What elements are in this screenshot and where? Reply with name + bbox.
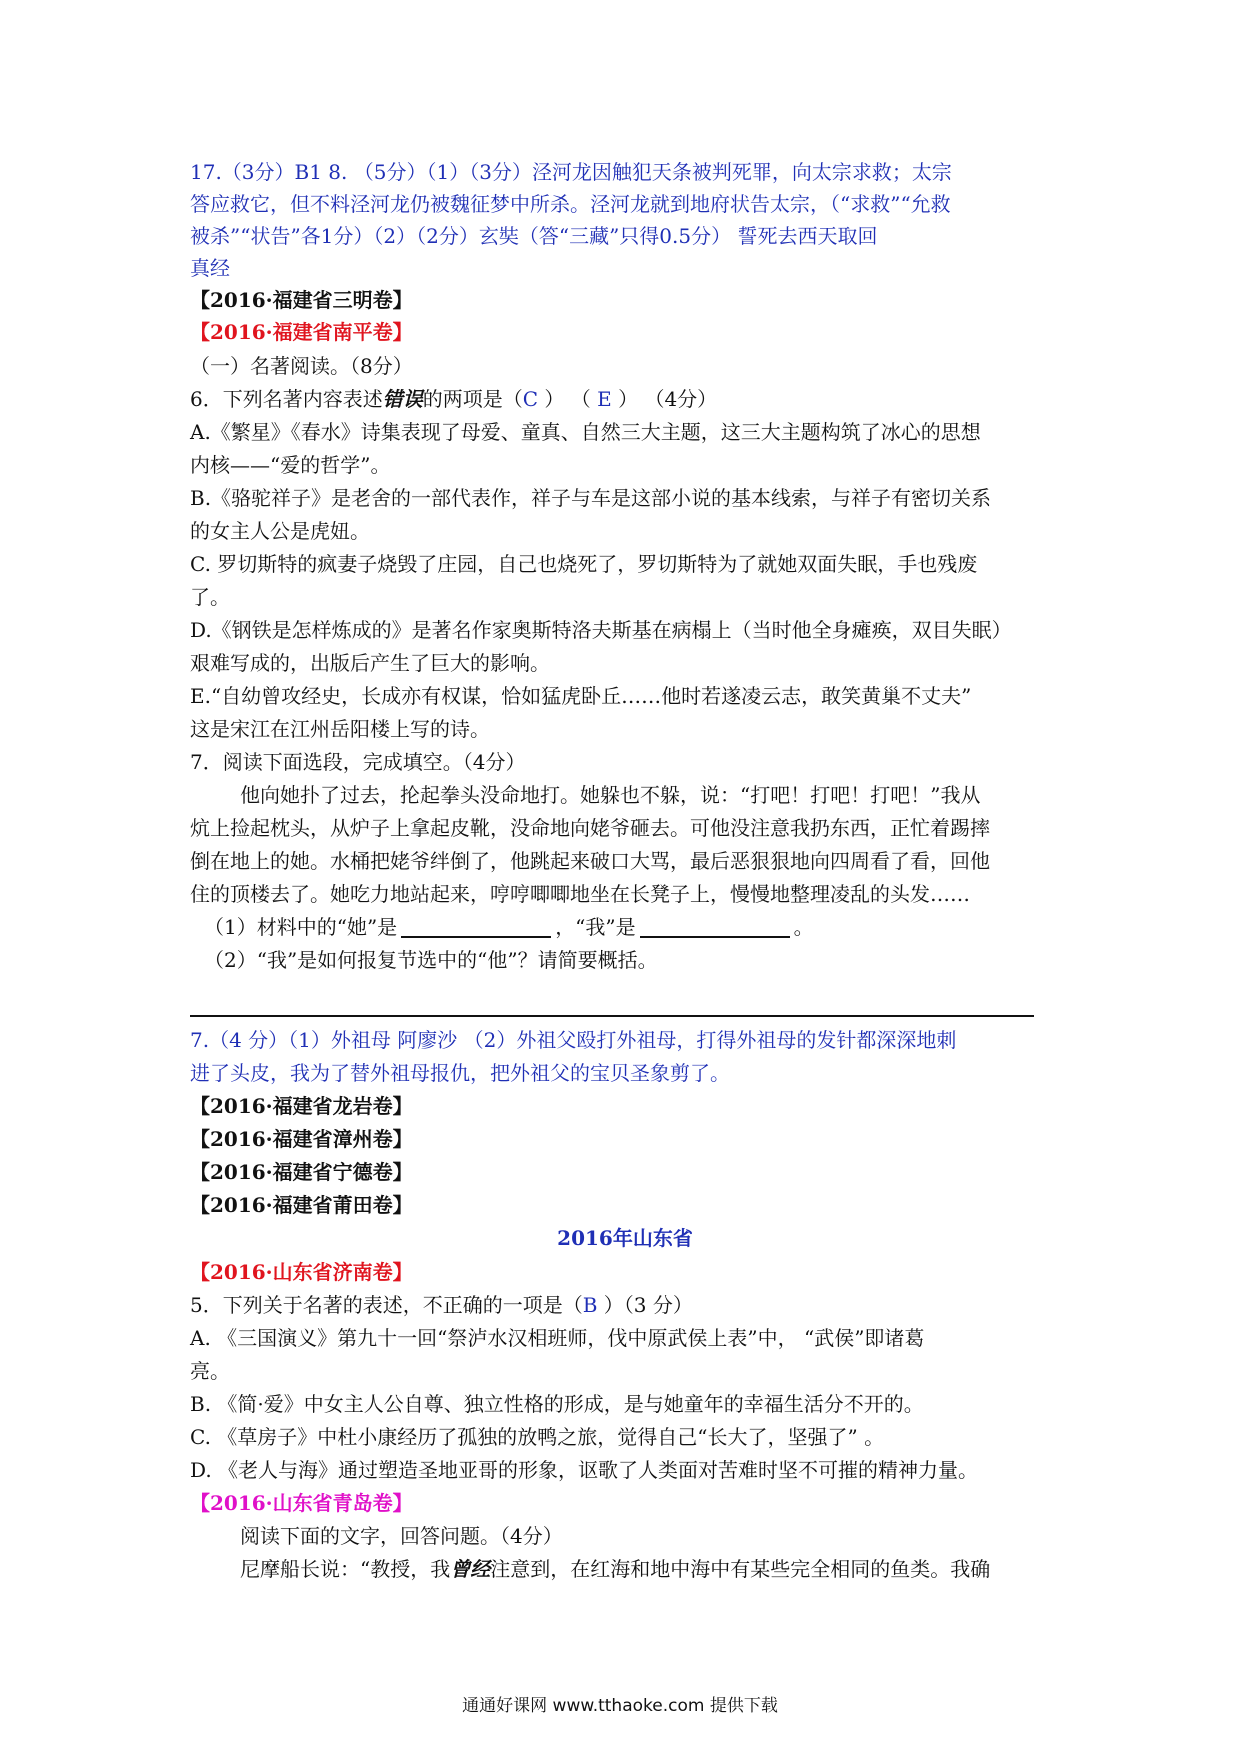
- option-c: C. 罗切斯特的疯妻子烧毁了庄园，自己也烧死了，罗切斯特为了就她双面失眠，手也残废: [190, 552, 978, 576]
- passage-line: 他向她扑了过去，抡起拳头没命地打。她躲也不躲，说：“打吧！打吧！打吧！”我从: [240, 783, 981, 807]
- q5-prefix: 5．下列关于名著的表述，不正确的一项是（: [190, 1293, 583, 1317]
- page-footer: 通通好课网 www.tthaoke.com 提供下载: [462, 1696, 778, 1716]
- heading-jinan: 【2016·山东省济南卷】: [190, 1260, 413, 1284]
- answer-blank[interactable]: [640, 914, 790, 938]
- passage-line: 炕上捡起枕头，从炉子上拿起皮靴，没命地向姥爷砸去。可他没注意我扔东西，正忙着踢摔: [190, 816, 990, 840]
- q5-answer: B: [582, 1293, 598, 1317]
- answer-line: 进了头皮，我为了替外祖母报仇，把外祖父的宝贝圣象剪了。: [190, 1061, 730, 1085]
- option-e-cont: 这是宋江在江州岳阳楼上写的诗。: [190, 717, 490, 741]
- reading-intro: 阅读下面的文字，回答问题。（4分）: [240, 1524, 563, 1548]
- heading-sanming: 【2016·福建省三明卷】: [190, 288, 413, 312]
- option-e: E.“自幼曾攻经史，长成亦有权谋，恰如猛虎卧丘……他时若遂凌云志，敢笑黄巢不丈夫”: [190, 684, 972, 708]
- passage-line: 住的顶楼去了。她吃力地站起来，哼哼唧唧地坐在长凳子上，慢慢地整理凌乱的头发……: [190, 882, 970, 906]
- question-6: [190, 383, 1060, 415]
- sub1-text-a: （1）材料中的“她”是: [204, 915, 398, 939]
- question-5: [190, 1289, 1060, 1321]
- answer-line: 被杀”“状告”各1分）（2）（2分）玄奘（答“三藏”只得0.5分） 誓死去西天取回: [190, 224, 878, 248]
- option-b: B.《骆驼祥子》是老舍的一部代表作，祥子与车是这部小说的基本线索，与祥子有密切关系: [190, 486, 992, 510]
- option-b-cont: 的女主人公是虎妞。: [190, 519, 370, 543]
- q5-suffix: ）（3 分）: [597, 1293, 693, 1317]
- section-title: （一）名著阅读。（8分）: [190, 354, 413, 378]
- option-a-cont: 内核——“爱的哲学”。: [190, 453, 391, 477]
- answer-line: 7.（4 分）（1）外祖母 阿廖沙 （2）外祖父殴打外祖母，打得外祖母的发针都深深地刺: [190, 1028, 957, 1052]
- q6-mid: ） （: [538, 387, 598, 411]
- q6-answer-2: E: [597, 387, 612, 411]
- question-7-title: 7．阅读下面选段，完成填空。（4分）: [190, 750, 526, 774]
- answer-blank[interactable]: [401, 914, 551, 938]
- q5-option-a: A. 《三国演义》第九十一回“祭泸水汉相班师，伐中原武侯上表”中， “武侯”即诸葛: [190, 1326, 925, 1350]
- q6-answer-1: C: [522, 387, 539, 411]
- q6-emphasis: 错误: [382, 387, 423, 411]
- option-d-cont: 艰难写成的，出版后产生了巨大的影响。: [190, 651, 550, 675]
- q5-option-d: D. 《老人与海》通过塑造圣地亚哥的形象，讴歌了人类面对苦难时坚不可摧的精神力量。: [190, 1458, 979, 1482]
- answer-line: 真经: [190, 256, 230, 280]
- heading-longyan: 【2016·福建省龙岩卷】: [190, 1094, 413, 1118]
- q5-option-a-cont: 亮。: [190, 1359, 230, 1383]
- question-7-sub1: [204, 911, 1074, 943]
- heading-putian: 【2016·福建省莆田卷】: [190, 1193, 413, 1217]
- question-7-sub2: （2）“我”是如何报复节选中的“他”？请简要概括。: [204, 948, 658, 972]
- heading-nanping: 【2016·福建省南平卷】: [190, 320, 413, 344]
- divider-line: [190, 1015, 1034, 1017]
- answer-line: 17.（3分）B1 8. （5分）（1）（3分）泾河龙因触犯天条被判死罪，向太宗求救；太宗: [190, 160, 952, 184]
- option-c-cont: 了。: [190, 585, 230, 609]
- q6-prefix: 6．下列名著内容表述: [190, 387, 383, 411]
- reading-paragraph: [240, 1553, 1110, 1585]
- heading-ningde: 【2016·福建省宁德卷】: [190, 1160, 413, 1184]
- reading-suffix: 注意到，在红海和地中海中有某些完全相同的鱼类。我确: [490, 1557, 991, 1581]
- q5-option-b: B. 《简·爱》中女主人公自尊、独立性格的形成，是与她童年的幸福生活分不开的。: [190, 1392, 924, 1416]
- q6-end: ） （4分）: [611, 387, 718, 411]
- answer-line: 答应救它，但不料泾河龙仍被魏征梦中所杀。泾河龙就到地府状告太宗，（“求救”“允救: [190, 192, 951, 216]
- reading-prefix: 尼摩船长说：“教授，我: [240, 1557, 451, 1581]
- heading-zhangzhou: 【2016·福建省漳州卷】: [190, 1127, 413, 1151]
- heading-qingdao: 【2016·山东省青岛卷】: [190, 1491, 413, 1515]
- q5-option-c: C. 《草房子》中杜小康经历了孤独的放鸭之旅，觉得自己“长大了，坚强了” 。: [190, 1425, 885, 1449]
- passage-line: 倒在地上的她。水桶把姥爷绊倒了，他跳起来破口大骂，最后恶狠狠地向四周看了看，回他: [190, 849, 990, 873]
- reading-emphasis: 曾经: [450, 1557, 491, 1581]
- province-title: 2016年山东省: [557, 1226, 693, 1250]
- option-d: D.《钢铁是怎样炼成的》是著名作家奥斯特洛夫斯基在病榻上（当时他全身瘫痪，双目失眠）: [190, 618, 1012, 642]
- option-a: A.《繁星》《春水》诗集表现了母爱、童真、自然三大主题，这三大主题构筑了冰心的思想: [190, 420, 981, 444]
- sub1-text-b: ，“我”是: [555, 915, 636, 939]
- q6-suffix: 的两项是（: [422, 387, 523, 411]
- sub1-text-c: 。: [793, 915, 814, 939]
